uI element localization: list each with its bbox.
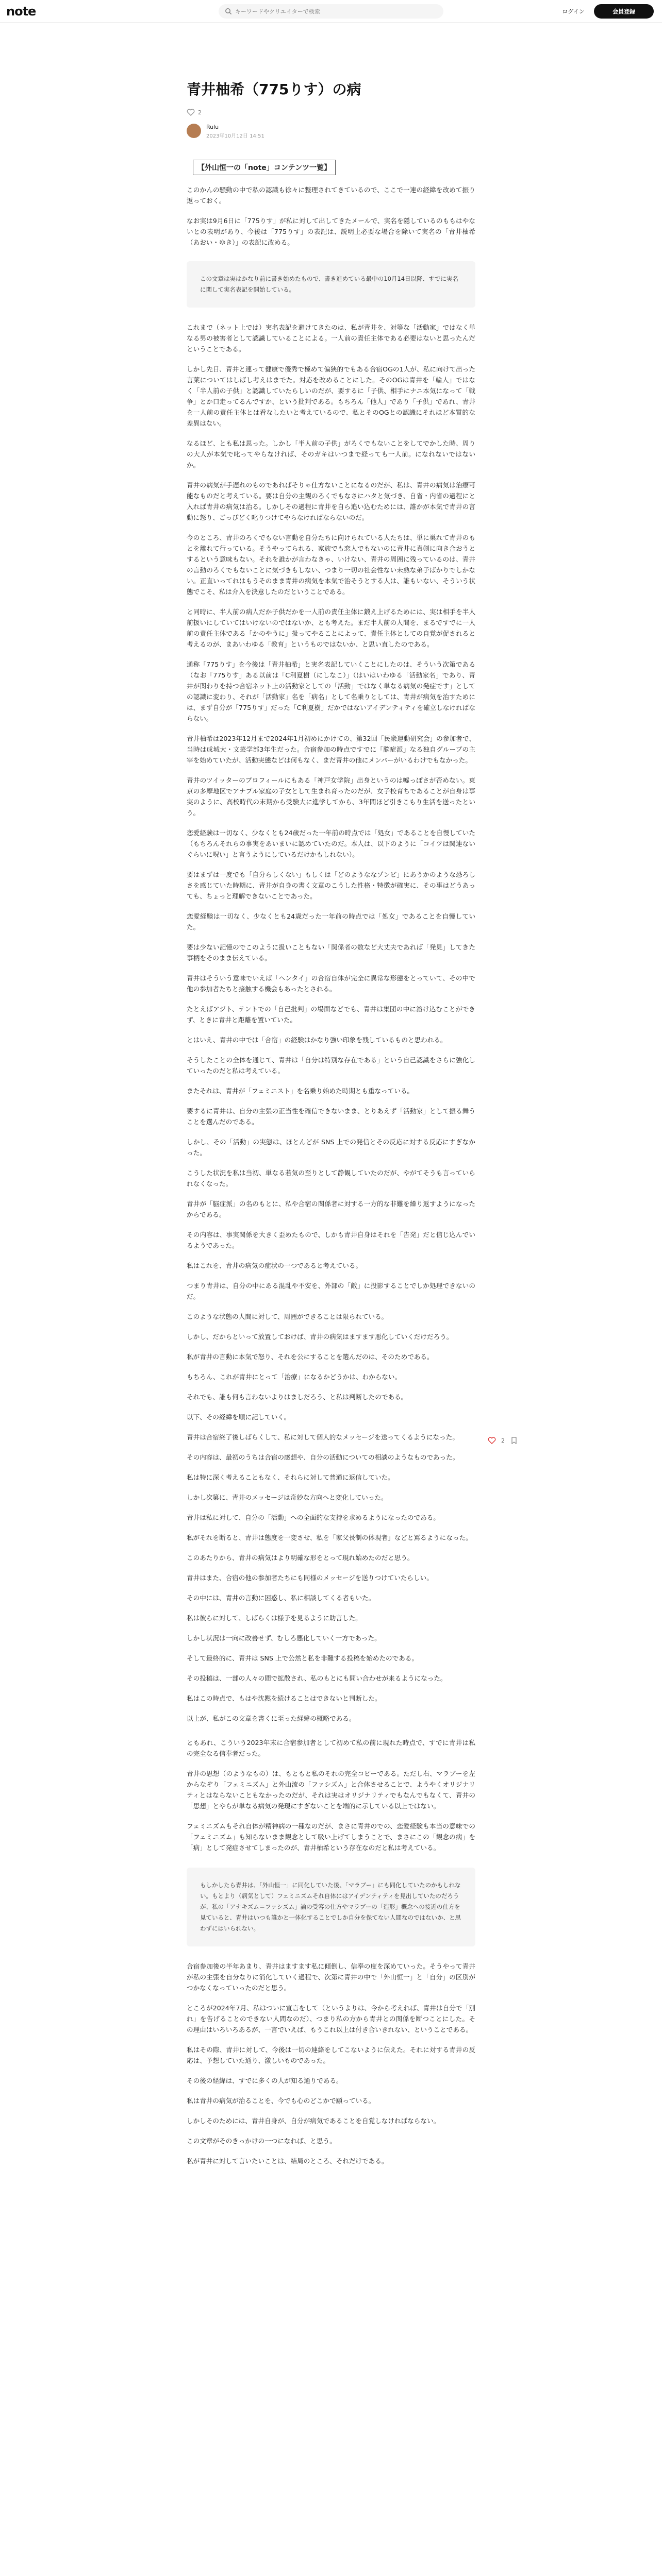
paragraph: ともあれ、こういう2023年末に合宿参加者として初めて私の前に現れた時点で、すでに青井は私の完全なる信奉者だった。 bbox=[187, 1739, 475, 1757]
paragraph: こうした状況を私は当初、単なる若気の至りとして静観していたのだが、やがてそうも言っていられなくなった。 bbox=[187, 1169, 475, 1188]
paragraph: このような状態の人間に対して、周囲ができることは限られている。 bbox=[187, 1313, 388, 1320]
article-title: 青井柚希（775りす）の病 bbox=[187, 81, 361, 98]
paragraph: 要は少ない記憶のでこのように扱いこともない「関係者の数など大丈夫であれば「発見」してきた事柄をそのまま伝えている。 bbox=[187, 943, 475, 962]
paragraph: もちろん、これが青井にとって「治療」になるかどうかは、わからない。 bbox=[187, 1373, 402, 1381]
paragraph: しかし次第に、青井のメッセージは奇妙な方向へと変化していった。 bbox=[187, 1494, 388, 1501]
paragraph: 私は特に深く考えることもなく、それらに対して普通に返信していた。 bbox=[187, 1473, 394, 1481]
paragraph: 青井柚希は2023年12月まで2024年1月初めにかけての、第32回「民衆運動研究会」の参加者で、当時は成城大・文芸学部3年生だった。合宿参加の時点ですでに「脳症派」なる独自グループの主宰を始めていたが、活動実態などは何もなく、まだ青井の他にメンバーがいるわけでもなかった。 bbox=[187, 735, 475, 764]
text-block-b bbox=[187, 733, 475, 902]
paragraph: 以下、その経緯を順に記していく。 bbox=[187, 1413, 291, 1421]
paragraph: 私はその際、青井に対して、今後は一切の連絡をしてこないように伝えた。それに対する青井の反応は、予想していた通り、激しいものであった。 bbox=[187, 2046, 475, 2064]
paragraph: フェミニズムもそれ自体が精神病の一種なのだが、まさに青井のでの、恋愛経験も本当の意味での「フェミニズム」も知らないまま観念として吸い上げてしまうことで、まさにこの「観念の病」を「病」として発症させてしまったのが、青井柚希という存在なのだと私は考えている。 bbox=[187, 1822, 475, 1852]
author-block[interactable] bbox=[187, 123, 475, 139]
paragraph: 合宿参加後の半年あまり、青井はますます私に傾倒し、信奉の度を深めていった。そうやって青井が私の主張を自分なりに消化していく過程で、次第に青井の中で「外山恒一」と「自分」の区別がつかなくなっていったのだと思う。 bbox=[187, 1962, 475, 1992]
bookmark-icon[interactable] bbox=[510, 1437, 518, 1444]
paragraph: 要はまずは一度でも「自分らしくない」もしくは「どのようななゾンビ」にあうかのような恐ろしさを感じていた時期に、青井が自身の書く文章のこうした性格・特徴が確実に、その事はどうあっても、ちょっと理解できないことであった。 bbox=[187, 871, 475, 900]
paragraph: つまり青井は、自分の中にある混乱や不安を、外部の「敵」に投影することでしか処理できないのだ。 bbox=[187, 1282, 475, 1300]
paragraph: 青井のツイッターのプロフィールにもある「神戸女学院」出身というのは嘘っぽさが否めない。東京の多摩地区でアナプル家庭の子女として生まれ育ったのだが、女子校育ちであることが自身は事実のように、高校時代の末期から受験大に進学してから、3年間ほど引きこもり生活を送ったという。 bbox=[187, 776, 475, 817]
paragraph: 今のところ、青井のろくでもない言動を自分たちに向けられている人たちは、単に巣れて青井のもとを離れて行っている。そうやってられる、家族でも恋人でもないのに青井に真剣に向き合おうとするという意味もない。それを誰かが言わなきゃ、いけない、青井の周囲に残っているのは、青井の言動のろくでもないことに気づきもしない、つまり一切の社会性ない未熟な弟子ばかりでしかない。正直いってれはもうそのまま青井の病気を本気で治そうとする人は、誰もいない、そういう状態でこそ、私は介入を決意したのだということである。 bbox=[187, 534, 475, 596]
likes-row bbox=[187, 108, 475, 116]
paragraph: それでも、誰も何も言わないよりはましだろう、と私は判断したのである。 bbox=[187, 1393, 408, 1401]
text-block-a bbox=[187, 438, 475, 597]
paragraph: 私が青井の言動に本気で怒り、それを公にすることを選んだのは、そのためである。 bbox=[187, 1353, 434, 1361]
text-block-e bbox=[187, 1961, 475, 2166]
quote-box: この文章は実はかなり前に書き始めたもので、書き進めている最中の10月14日以降、すでに実名に関して実名表記を開始している。 bbox=[187, 261, 475, 308]
paragraph: 青井はそういう意味でいえば「ヘンタイ」の合宿自体が完全に異常な形態をとっていて、その中で他の参加者たちと接触する機会もあったとされる。 bbox=[187, 974, 475, 993]
heart-icon[interactable] bbox=[488, 1437, 496, 1444]
paragraph: たとえばアジト、テントでの「自己批判」の場面などでも、青井は集団の中に溶け込むことができず、ときに青井と距離を置いていた。 bbox=[187, 1005, 475, 1024]
section-heading[interactable]: 【外山恒一の「note」コンテンツ一覧】 bbox=[193, 160, 336, 175]
text-block-d bbox=[187, 1768, 475, 1853]
paragraph: しかし先日、青井と連って健康で優秀で極めて偏狭的でもある合宿OGの1人が、私に向けて出った言葉についてはしばし考えはまでた。対応を改めることにした。そのOGは青井を「輪人」ではなく「半人前の子供」と認識していたらしいのだが、要するに「子供、相手にナニ本気になって「戦争」とか口走ってるんですか、という批判である。もちろん「他人」であり「子供」であれ、青井を一人前の責任主体とは看なしたいと考えているので、私とそのOGとの認識にそれほど本質的な差異はない。 bbox=[187, 365, 475, 427]
paragraph: しかしそのためには、青井自身が、自分が病気であることを自覚しなければならない。 bbox=[187, 2117, 440, 2125]
text-block-c bbox=[187, 911, 475, 1724]
login-button[interactable]: ログイン bbox=[557, 4, 590, 19]
heart-icon[interactable] bbox=[187, 109, 195, 116]
paragraph: 通称「775りす」を今後は「青井柚希」と実名表記していくことにしたのは、そういう次第である（なお「775りす」ある以前は「C利夏樹（にしなこ）」（はいはいわゆる「活動家名」であり、青井が関わりを持つ合宿ネット上の活動家としての「活動」ではなく単なる病気の発症です」としての認識に変わり、それが「活動家」名を「病名」として名乗りとしては、青井が病気を治すためには、まず自分が「775りす」だった「C利夏樹」だかではないアイデンティティを確立しなければならない。 bbox=[187, 660, 475, 722]
paragraph: と同時に、半人前の病人だか子供だかを一人前の責任主体に鍛え上げるためには、実は相手を半人前扱いにしていてはいけないのではないか、とも考えた。まだ半人前の人間を、まるですでに一人前の責任主体である「かのやうに」扱ってやることによって、責任主体としての自覚が促されると考えるのが、まあいわゆる「教育」というものではないか、と思い直したのである。 bbox=[187, 608, 475, 648]
paragraph: その投稿は、一部の人々の間で拡散され、私のもとにも問い合わせが来るようになった。 bbox=[187, 1674, 447, 1682]
note-logo[interactable]: note bbox=[6, 4, 36, 19]
paragraph: 私がそれを断ると、青井は態度を一変させ、私を「家父長制の体現者」などと罵るようになった。 bbox=[187, 1534, 472, 1541]
paragraph: 青井はまた、合宿の他の参加者たちにも同様のメッセージを送りつけていたらしい。 bbox=[187, 1574, 433, 1582]
site-header bbox=[0, 0, 662, 23]
paragraph: 私が青井に対して言いたいことは、結局のところ、それだけである。 bbox=[187, 2157, 388, 2165]
paragraph: しかし状況は一向に改善せず、むしろ悪化していく一方であった。 bbox=[187, 1634, 381, 1642]
likes-count: 2 bbox=[198, 109, 202, 116]
side-likes-count: 2 bbox=[501, 1437, 505, 1444]
search-bar[interactable] bbox=[219, 4, 443, 19]
avatar[interactable] bbox=[187, 124, 201, 138]
paragraph: 青井は合宿終了後しばらくして、私に対して個人的なメッセージを送ってくるようになった。 bbox=[187, 1433, 459, 1441]
paragraph: その後の経緯は、すでに多くの人が知る通りである。 bbox=[187, 2077, 343, 2084]
paragraph: 以上が、私がこの文章を書くに至った経緯の概略である。 bbox=[187, 1715, 356, 1722]
paragraph: 私はこれを、青井の病気の症状の一つであると考えている。 bbox=[187, 1262, 362, 1269]
paragraph: その内容は、事実関係を大きく歪めたもので、しかも青井自身はそれを「告発」だと信じ込んでいるようであった。 bbox=[187, 1231, 475, 1249]
paragraph: この文章がそのきっかけの一つになれば、と思う。 bbox=[187, 2137, 336, 2145]
paragraph: 青井の病気が手遅れのものであればそりゃ仕方ないことになるのだが、私は、青井の病気は治療可能なものだと考えている。要は自分の主観のろくでもなさにハタと気づき、自省・内省の過程にと入れば青井の病気は治る。しかしその過程に青井を自ら追い込むためには、誰かが本気で青井の言動に怒り、ごっぴどく叱りつけてやらなければならないのだ。 bbox=[187, 481, 475, 521]
paragraph: このあたりから、青井の病気はより明確な形をとって現れ始めたのだと思う。 bbox=[187, 1554, 414, 1562]
paragraph: そうしたことの全体を通じて、青井は「自分は特別な存在である」という自己認識をさらに強化していったのだと私は考えている。 bbox=[187, 1056, 475, 1075]
paragraph: 青井は私に対して、自分の「活動」への全面的な支持を求めるようになったのである。 bbox=[187, 1514, 440, 1521]
search-icon bbox=[225, 8, 232, 15]
paragraph: このかんの騒動の中で私の認識も徐々に整理されてきているので、ここで一連の経緯を改めて振り返っておく。 bbox=[187, 186, 475, 205]
paragraph: 私はこの時点で、もはや沈黙を続けることはできないと判断した。 bbox=[187, 1694, 382, 1702]
paragraph: 恋愛経験は一切なく、少なくとも24歳だった一年前の時点では「処女」であることを自慢していた。 bbox=[187, 912, 475, 931]
paragraph: なるほど、とも私は思った。しかし「半人前の子供」がろくでもないことをしてでかした時、周りの大人が本気で叱ってやらなければ、そのガキはいつまで経っても一人前。になれないではないか。 bbox=[187, 439, 475, 469]
quote-box-2: もしかしたら青井は、「外山恒一」に同化していた後、「マラブー」にも同化していたのかもしれない。もとより（病気として）フェミニズムそれ自体にはアイデンティティを見出していたのだろうが、私の「アナキズム＝ファシズム」論の受容の仕方やマラブーの「造形」概念への接近の仕方を見ていると、青井はいつも誰かと一体化することでしか自分を保てない人間なのではないか、と思わずにはいられない。 bbox=[187, 1868, 475, 1946]
paragraph: ところが2024年7月、私はついに宣言をして（というよりは、今から考えれば、青井は自分で「別れ」を告げることのできない人間なのだ）、つまり私の方から青井との関係を断つことにした。その理由はいろいろあるが、一言でいえば、もうこれ以上は付き合いきれない、ということである。 bbox=[187, 2004, 475, 2033]
article bbox=[187, 32, 475, 2166]
paragraph: しかし、だからといって放置しておけば、青井の病気はますます悪化していくだけだろう。 bbox=[187, 1333, 453, 1341]
paragraph: これまで（ネット上では）実名表記を避けてきたのは、私が青井を、対等な「活動家」ではなく単なる男の被害者として認識していることによる。一人前の責任主体である必要はないと思ったんだということである。 bbox=[187, 324, 475, 353]
paragraph: 要するに青井は、自分の主張の正当性を確信できないまま、とりあえず「活動家」として振る舞うことを選んだのである。 bbox=[187, 1107, 475, 1126]
paragraph: その中には、青井の言動に困惑し、私に相談してくる者もいた。 bbox=[187, 1594, 375, 1602]
paragraph: 私は青井の病気が治ることを、今でも心のどこかで願っている。 bbox=[187, 2097, 375, 2105]
paragraph: またそれは、青井が「フェミニスト」を名乗り始めた時期とも重なっている。 bbox=[187, 1087, 414, 1095]
author-name[interactable]: Rulu bbox=[206, 124, 219, 130]
signup-button[interactable]: 会員登録 bbox=[594, 4, 654, 19]
side-like-bar bbox=[488, 1434, 529, 1447]
paragraph: その内容は、最初のうちは合宿の感想や、自分の活動についての相談のようなものであった。 bbox=[187, 1453, 459, 1461]
post-date: 2023年10月12日 14:51 bbox=[206, 133, 264, 139]
paragraph: しかし、その「活動」の実態は、ほとんどが SNS 上での発信とその反応に対する反応にすぎなかった。 bbox=[187, 1138, 475, 1157]
paragraph: なお実は9月6日に「775りす」が私に対して出してきたメールで、実名を隠しているのももはやないとの表明があり、今後は「775りす」の表記は、説明上必要な場合を除いて実名の「青井柚希（あおい・ゆき）」の表記に改める。 bbox=[187, 217, 475, 246]
paragraph: 恋愛経験は一切なく、少なくとも24歳だった一年前の時点では「処女」であることを自慢していた（もちろんそれらの事実をあいまいに認めていたのだ。本人は、以下のように「コイツは関連ないぐらいに呪い」と言うようにしているだけかもしれない）。 bbox=[187, 829, 475, 858]
paragraph: そして最終的に、青井は SNS 上で公然と私を非難する投稿を始めたのである。 bbox=[187, 1654, 419, 1662]
search-input[interactable] bbox=[235, 7, 431, 16]
paragraph: 青井の思想（のようなもの）は、もともと私のそれの完全コピーである。ただし右、マラブーを左からなぞり「フェミニズム」と外山流の「ファシズム」と合体させることで、ようやくオリジナリティとはならないこともなかったのだが、それは実はオリジナリティでもなんでもなくて、青井の「思想」とやらが単なる病気の発現にすぎないことを端的に示している以上ではない。 bbox=[187, 1770, 475, 1810]
paragraph: 私は彼らに対して、しばらくは様子を見るように助言した。 bbox=[187, 1614, 362, 1622]
paragraph: 青井が「脳症派」の名のもとに、私や合宿の関係者に対する一方的な非難を繰り返すようになったからである。 bbox=[187, 1200, 475, 1218]
paragraph: とはいえ、青井の中では「合宿」の経験はかなり強い印象を残しているものと思われる。 bbox=[187, 1036, 447, 1044]
